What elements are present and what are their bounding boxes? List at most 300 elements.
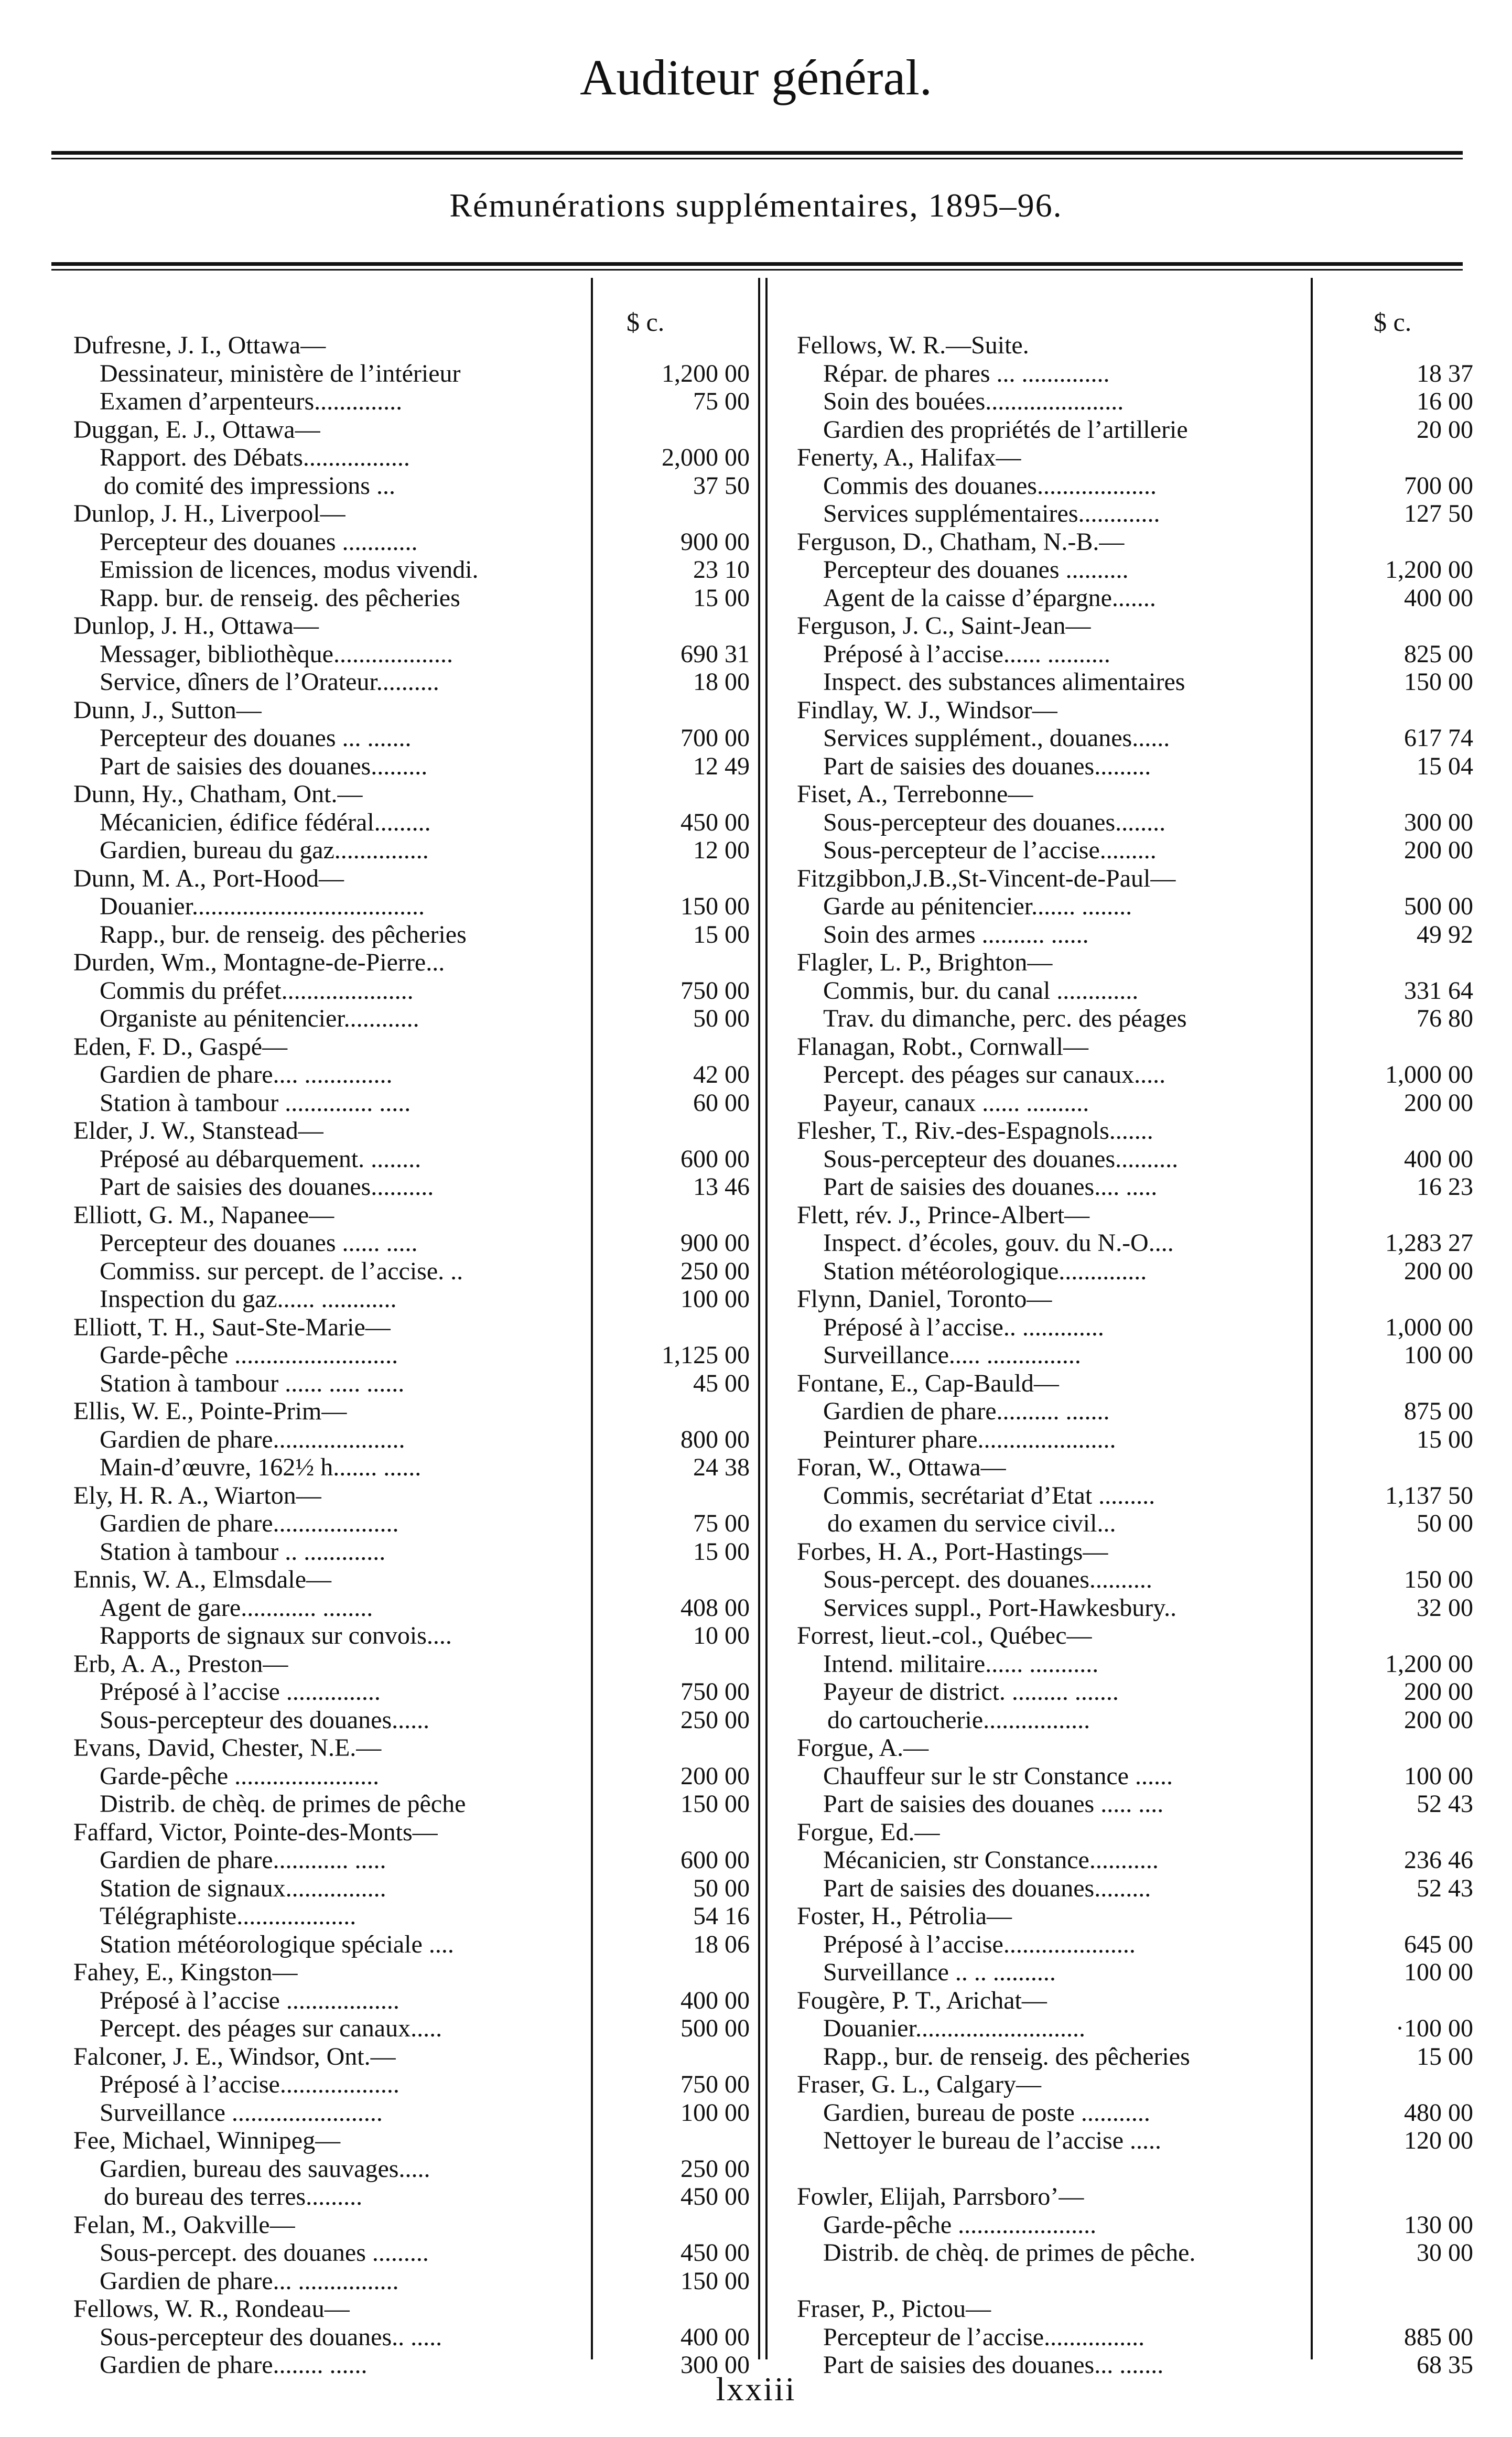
page-title: Auditeur général. bbox=[580, 49, 932, 105]
amount-cell bbox=[1321, 1538, 1473, 1566]
amount-cell bbox=[608, 1033, 750, 1061]
amount-cell: 1,200 00 bbox=[1385, 1649, 1473, 1678]
entry-line: Part de saisies des douanes......... bbox=[823, 1874, 1151, 1902]
entry-line: Préposé au débarquement. ........ bbox=[100, 1145, 422, 1173]
amount-cell bbox=[1321, 1117, 1473, 1145]
amount-cell: 200 00 bbox=[1404, 1678, 1473, 1706]
payee-heading: Fiset, A., Terrebonne— bbox=[797, 780, 1033, 808]
amount-cell: 200 00 bbox=[1404, 1088, 1473, 1117]
entry-line: Garde au pénitencier....... ........ bbox=[823, 892, 1132, 920]
amount-cell: 15 04 bbox=[1417, 752, 1473, 780]
payee-heading: Flynn, Daniel, Toronto— bbox=[797, 1285, 1052, 1313]
top-rule-thick bbox=[51, 151, 1463, 155]
entry-line: do examen du service civil... bbox=[827, 1509, 1116, 1537]
amount-cell: 331 64 bbox=[1404, 976, 1473, 1005]
amount-cell bbox=[1321, 444, 1473, 472]
amount-cell: 20 00 bbox=[1417, 415, 1473, 444]
entry-line: Surveillance .. .. .......... bbox=[823, 1958, 1056, 1986]
amount-cell: 23 10 bbox=[693, 556, 750, 584]
payee-heading: Flesher, T., Riv.-des-Espagnols....... bbox=[797, 1117, 1153, 1145]
payee-heading: Ely, H. R. A., Wiarton— bbox=[73, 1481, 321, 1509]
amount-cell: 100 00 bbox=[1404, 1958, 1473, 1986]
payee-heading: Forgue, A.— bbox=[797, 1734, 929, 1762]
payee-heading: Foster, H., Pétrolia— bbox=[797, 1902, 1012, 1930]
amount-cell bbox=[608, 500, 750, 528]
entry-line: Mécanicien, str Constance........... bbox=[823, 1846, 1159, 1874]
entry-line: Sous-percepteur de l’accise......... bbox=[823, 836, 1157, 864]
column-divider-right-amount bbox=[1311, 278, 1313, 2359]
left-amounts bbox=[608, 331, 750, 2379]
amount-cell: 37 50 bbox=[693, 471, 750, 500]
entry-line: Payeur de district. ......... ....... bbox=[823, 1678, 1119, 1706]
entry-line: Commis, bur. du canal ............. bbox=[823, 976, 1139, 1005]
amount-cell: 300 00 bbox=[681, 2351, 750, 2379]
entry-line: Préposé à l’accise.. ............. bbox=[823, 1313, 1104, 1341]
amount-cell: 200 00 bbox=[1404, 1257, 1473, 1285]
entry-line: Station météorologique spéciale .... bbox=[100, 1930, 454, 1958]
amount-cell bbox=[1321, 612, 1473, 640]
entry-line: Gardien de phare............ ..... bbox=[100, 1846, 386, 1874]
amount-cell: 32 00 bbox=[1417, 1593, 1473, 1622]
amount-cell bbox=[1321, 2267, 1473, 2295]
amount-cell: 750 00 bbox=[681, 2071, 750, 2098]
entry-line: Surveillance ........................ bbox=[100, 2098, 383, 2127]
entry-line: Surveillance..... ............... bbox=[823, 1341, 1081, 1369]
amount-cell: 24 38 bbox=[693, 1453, 750, 1481]
entry-line: Préposé à l’accise..................... bbox=[823, 1930, 1136, 1958]
payee-heading: Dunlop, J. H., Ottawa— bbox=[73, 612, 319, 640]
amount-cell bbox=[608, 2295, 750, 2323]
amount-cell bbox=[608, 780, 750, 808]
entry-line: Agent de gare............ ........ bbox=[100, 1593, 373, 1622]
payee-heading: Ennis, W. A., Elmsdale— bbox=[73, 1566, 331, 1593]
amount-cell bbox=[1321, 2295, 1473, 2323]
amount-cell: 52 43 bbox=[1417, 1874, 1473, 1902]
payee-heading: Fontane, E., Cap-Bauld— bbox=[797, 1369, 1059, 1397]
payee-heading: Dunn, M. A., Port-Hood— bbox=[73, 864, 344, 892]
column-divider-center-2 bbox=[765, 278, 768, 2359]
entry-line: Commis du préfet..................... bbox=[100, 976, 414, 1005]
amount-cell bbox=[608, 1397, 750, 1426]
entry-line: Peinturer phare...................... bbox=[823, 1425, 1116, 1453]
amount-cell: 10 00 bbox=[693, 1622, 750, 1649]
amount-cell: 800 00 bbox=[681, 1425, 750, 1453]
entry-line: Préposé à l’accise...... .......... bbox=[823, 640, 1110, 668]
entry-line: Commis des douanes................... bbox=[823, 471, 1157, 500]
entry-line: Télégraphiste................... bbox=[100, 1902, 357, 1930]
amount-cell bbox=[608, 2043, 750, 2071]
entry-line: Percepteur des douanes .......... bbox=[823, 556, 1129, 584]
amount-cell: 825 00 bbox=[1404, 640, 1473, 668]
amount-cell: 54 16 bbox=[693, 1902, 750, 1930]
payee-heading: Ferguson, D., Chatham, N.-B.— bbox=[797, 527, 1125, 556]
amount-cell: 75 00 bbox=[693, 387, 750, 415]
amount-cell: 68 35 bbox=[1417, 2351, 1473, 2379]
amount-cell bbox=[1321, 948, 1473, 977]
amount-cell bbox=[1321, 1201, 1473, 1230]
entry-line: Gardien de phare.... .............. bbox=[100, 1061, 393, 1088]
payee-heading: Dufresne, J. I., Ottawa— bbox=[73, 331, 326, 359]
entry-line: Préposé à l’accise ............... bbox=[100, 1678, 381, 1706]
amount-cell bbox=[1321, 1987, 1473, 2015]
amount-cell: 690 31 bbox=[681, 640, 750, 668]
amount-cell bbox=[1321, 696, 1473, 725]
sub-rule-thin bbox=[51, 269, 1463, 271]
payee-heading: Fellows, W. R., Rondeau— bbox=[73, 2295, 350, 2323]
amount-cell: 700 00 bbox=[681, 724, 750, 752]
amount-cell: 700 00 bbox=[1404, 471, 1473, 500]
top-rule-thin bbox=[51, 158, 1463, 159]
payee-heading: Flett, rév. J., Prince-Albert— bbox=[797, 1201, 1090, 1229]
payee-heading: Fougère, P. T., Arichat— bbox=[797, 1986, 1047, 2014]
entry-line: Percepteur des douanes ...... ..... bbox=[100, 1229, 418, 1257]
entry-line: Mécanicien, édifice fédéral......... bbox=[100, 808, 431, 836]
currency-header-left: $ c. bbox=[627, 307, 665, 337]
amount-cell: 12 00 bbox=[693, 836, 750, 864]
amount-cell bbox=[1321, 1818, 1473, 1847]
amount-cell: 100 00 bbox=[1404, 1762, 1473, 1790]
payee-heading: Dunn, J., Sutton— bbox=[73, 696, 262, 724]
entry-line: Douanier........................... bbox=[823, 2014, 1085, 2042]
amount-cell: 885 00 bbox=[1404, 2323, 1473, 2351]
entry-line: Gardien, bureau de poste ........... bbox=[823, 2098, 1150, 2127]
amount-cell: 30 00 bbox=[1417, 2239, 1473, 2267]
entry-line: Gardien, bureau du gaz............... bbox=[100, 836, 429, 864]
amount-cell bbox=[1321, 1902, 1473, 1931]
amount-cell bbox=[608, 948, 750, 977]
amount-cell: 45 00 bbox=[693, 1369, 750, 1397]
entry-line: Sous-percept. des douanes ......... bbox=[100, 2239, 429, 2267]
payee-heading: Eden, F. D., Gaspé— bbox=[73, 1032, 288, 1061]
amount-cell: 18 06 bbox=[693, 1930, 750, 1958]
entry-line: Main-d’œuvre, 162½ h....... ...... bbox=[100, 1453, 422, 1481]
payee-heading: Dunlop, J. H., Liverpool— bbox=[73, 500, 345, 527]
amount-cell: ·100 00 bbox=[1396, 2014, 1473, 2042]
payee-heading: Fraser, P., Pictou— bbox=[797, 2295, 991, 2323]
amount-cell bbox=[608, 1313, 750, 1342]
amount-cell bbox=[1321, 1370, 1473, 1398]
amount-cell: 900 00 bbox=[681, 1229, 750, 1257]
amount-cell bbox=[608, 1117, 750, 1145]
amount-cell: 42 00 bbox=[693, 1061, 750, 1088]
entry-line: Part de saisies des douanes.......... bbox=[100, 1173, 434, 1201]
entry-line: Gardien de phare..................... bbox=[100, 1425, 405, 1453]
entry-line: Part de saisies des douanes......... bbox=[100, 752, 428, 780]
amount-cell: 250 00 bbox=[681, 1257, 750, 1285]
entry-line: do cartoucherie................. bbox=[827, 1706, 1090, 1734]
amount-cell: 500 00 bbox=[1404, 892, 1473, 920]
payee-heading: Flanagan, Robt., Cornwall— bbox=[797, 1032, 1088, 1061]
amount-cell: 15 00 bbox=[693, 584, 750, 612]
entry-line: Dessinateur, ministère de l’intérieur bbox=[100, 359, 461, 387]
page-number: lxxiii bbox=[716, 2370, 796, 2408]
blank-line bbox=[797, 2155, 1308, 2183]
section-subtitle: Rémunérations supplémentaires, 1895–96. bbox=[449, 187, 1063, 224]
payee-heading: Fraser, G. L., Calgary— bbox=[797, 2071, 1041, 2098]
amount-cell: 150 00 bbox=[1404, 1566, 1473, 1593]
amount-cell bbox=[1321, 1734, 1473, 1762]
amount-cell: 200 00 bbox=[1404, 836, 1473, 864]
entry-line: Station de signaux................ bbox=[100, 1874, 386, 1902]
payee-heading: Elder, J. W., Stanstead— bbox=[73, 1117, 323, 1145]
payee-heading: Erb, A. A., Preston— bbox=[73, 1649, 288, 1678]
amount-cell: 1,283 27 bbox=[1385, 1229, 1473, 1257]
entry-line: Préposé à l’accise................... bbox=[100, 2071, 399, 2098]
amount-cell bbox=[608, 1958, 750, 1987]
entry-line: Percept. des péages sur canaux..... bbox=[100, 2014, 442, 2042]
entry-line: Station à tambour .. ............. bbox=[100, 1537, 386, 1566]
entry-line: Percept. des péages sur canaux..... bbox=[823, 1061, 1166, 1088]
amount-cell: 236 46 bbox=[1404, 1846, 1473, 1874]
amount-cell: 150 00 bbox=[1404, 668, 1473, 696]
amount-cell: 408 00 bbox=[681, 1593, 750, 1622]
amount-cell: 750 00 bbox=[681, 1678, 750, 1706]
payee-heading: Felan, M., Oakville— bbox=[73, 2210, 295, 2239]
amount-cell: 49 92 bbox=[1417, 920, 1473, 948]
entry-line: Inspection du gaz...... ............ bbox=[100, 1285, 397, 1313]
entry-line: Sous-percepteur des douanes.. ..... bbox=[100, 2323, 442, 2351]
entry-line: do comité des impressions ... bbox=[104, 471, 395, 500]
entry-line: Rapp., bur. de renseig. des pêcheries bbox=[100, 920, 467, 948]
amount-cell: 200 00 bbox=[681, 1762, 750, 1790]
payee-heading: Fellows, W. R.—Suite. bbox=[797, 331, 1029, 359]
amount-cell bbox=[608, 1201, 750, 1230]
left-entries bbox=[73, 331, 587, 2379]
amount-cell bbox=[1321, 2071, 1473, 2099]
amount-cell: 400 00 bbox=[1404, 1145, 1473, 1173]
amount-cell: 18 37 bbox=[1417, 359, 1473, 387]
entry-line: Station à tambour ...... ..... ...... bbox=[100, 1369, 405, 1397]
entry-line: Garde-pêche .......................... bbox=[100, 1341, 398, 1369]
entry-line: Nettoyer le bureau de l’accise ..... bbox=[823, 2127, 1162, 2154]
entry-line: Percepteur de l’accise................ bbox=[823, 2323, 1145, 2351]
entry-line: Commis, secrétariat d’Etat ......... bbox=[823, 1481, 1155, 1509]
amount-cell: 1,200 00 bbox=[662, 359, 750, 387]
amount-cell bbox=[1321, 528, 1473, 556]
amount-cell: 15 00 bbox=[693, 920, 750, 948]
entry-line: Distrib. de chèq. de primes de pêche. bbox=[823, 2239, 1196, 2267]
entry-line: Sous-percept. des douanes.......... bbox=[823, 1566, 1152, 1593]
entry-line: Inspect. d’écoles, gouv. du N.-O.... bbox=[823, 1229, 1174, 1257]
entry-line: Sous-percepteur des douanes...... bbox=[100, 1706, 430, 1734]
amount-cell: 480 00 bbox=[1404, 2098, 1473, 2127]
amount-cell: 450 00 bbox=[681, 2183, 750, 2210]
entry-line: Services supplémentaires............. bbox=[823, 500, 1160, 527]
column-divider-center-1 bbox=[758, 278, 760, 2359]
payee-heading: Fowler, Elijah, Parrsboro’— bbox=[797, 2183, 1084, 2210]
amount-cell: 150 00 bbox=[681, 892, 750, 920]
amount-cell: 52 43 bbox=[1417, 1790, 1473, 1818]
entry-line: Distrib. de chèq. de primes de pêche bbox=[100, 1790, 466, 1818]
payee-heading: Forrest, lieut.-col., Québec— bbox=[797, 1622, 1092, 1649]
amount-cell: 18 00 bbox=[693, 668, 750, 696]
payee-heading: Findlay, W. J., Windsor— bbox=[797, 696, 1057, 724]
amount-cell bbox=[1321, 780, 1473, 808]
amount-cell bbox=[1321, 2183, 1473, 2211]
amount-cell: 600 00 bbox=[681, 1846, 750, 1874]
entry-line: Préposé à l’accise .................. bbox=[100, 1986, 399, 2014]
amount-cell: 400 00 bbox=[681, 1986, 750, 2014]
entry-line: Gardien de phare.................... bbox=[100, 1509, 399, 1537]
amount-cell bbox=[1321, 1622, 1473, 1650]
amount-cell: 250 00 bbox=[681, 1706, 750, 1734]
entry-line: Service, dîners de l’Orateur.......... bbox=[100, 668, 439, 696]
amount-cell: 2,000 00 bbox=[662, 444, 750, 471]
payee-heading: Foran, W., Ottawa— bbox=[797, 1453, 1006, 1481]
right-entries bbox=[797, 331, 1308, 2379]
amount-cell: 617 74 bbox=[1404, 724, 1473, 752]
amount-cell: 875 00 bbox=[1404, 1397, 1473, 1425]
amount-cell bbox=[608, 865, 750, 893]
amount-cell bbox=[608, 2127, 750, 2155]
amount-cell: 50 00 bbox=[693, 1874, 750, 1902]
entry-line: Chauffeur sur le str Constance ...... bbox=[823, 1762, 1173, 1790]
amount-cell: 600 00 bbox=[681, 1145, 750, 1173]
amount-cell: 127 50 bbox=[1404, 500, 1473, 527]
entry-line: Rapport. des Débats................. bbox=[100, 444, 410, 471]
amount-cell bbox=[608, 696, 750, 725]
entry-line: Intend. militaire...... ........... bbox=[823, 1649, 1099, 1678]
amount-cell: 15 00 bbox=[1417, 2042, 1473, 2071]
entry-line: Gardien de phare... ................ bbox=[100, 2267, 399, 2295]
entry-line: Rapp., bur. de renseig. des pêcheries bbox=[823, 2042, 1190, 2071]
amount-cell: 750 00 bbox=[681, 976, 750, 1005]
payee-heading: Flagler, L. P., Brighton— bbox=[797, 948, 1053, 976]
amount-cell: 16 00 bbox=[1417, 387, 1473, 415]
payee-heading: Dunn, Hy., Chatham, Ont.— bbox=[73, 780, 363, 808]
amount-cell bbox=[608, 1482, 750, 1510]
amount-cell: 100 00 bbox=[681, 1285, 750, 1313]
amount-cell: 450 00 bbox=[681, 2239, 750, 2267]
amount-cell: 12 49 bbox=[693, 752, 750, 780]
payee-heading: Ellis, W. E., Pointe-Prim— bbox=[73, 1397, 347, 1425]
amount-cell: 1,000 00 bbox=[1385, 1061, 1473, 1088]
amount-cell: 1,200 00 bbox=[1385, 556, 1473, 584]
entry-line: Station météorologique.............. bbox=[823, 1257, 1147, 1285]
entry-line: Payeur, canaux ...... .......... bbox=[823, 1088, 1089, 1117]
amount-cell: 150 00 bbox=[681, 1790, 750, 1818]
amount-cell: 15 00 bbox=[1417, 1425, 1473, 1453]
entry-line: Part de saisies des douanes ..... .... bbox=[823, 1790, 1164, 1818]
amount-cell bbox=[608, 612, 750, 640]
entry-line: Inspect. des substances alimentaires bbox=[823, 668, 1185, 696]
amount-cell bbox=[1321, 1285, 1473, 1313]
payee-heading: Forbes, H. A., Port-Hastings— bbox=[797, 1537, 1108, 1566]
payee-heading: Forgue, Ed.— bbox=[797, 1818, 940, 1846]
amount-cell bbox=[1321, 1453, 1473, 1482]
amount-cell: 450 00 bbox=[681, 808, 750, 836]
payee-heading: Elliott, G. M., Napanee— bbox=[73, 1201, 334, 1229]
amount-cell: 50 00 bbox=[693, 1005, 750, 1032]
entry-line: Rapp. bur. de renseig. des pêcheries bbox=[100, 584, 460, 612]
payee-heading: Fenerty, A., Halifax— bbox=[797, 444, 1021, 471]
amount-cell: 130 00 bbox=[1404, 2210, 1473, 2239]
column-divider-left-amount bbox=[591, 278, 593, 2359]
amount-cell: 1,000 00 bbox=[1385, 1313, 1473, 1341]
amount-cell bbox=[608, 1818, 750, 1847]
amount-cell: 300 00 bbox=[1404, 808, 1473, 836]
entry-line: Sous-percepteur des douanes........ bbox=[823, 808, 1166, 836]
entry-line: Trav. du dimanche, perc. des péages bbox=[823, 1005, 1187, 1032]
entry-line: Gardien des propriétés de l’artillerie bbox=[823, 415, 1188, 444]
amount-cell: 250 00 bbox=[681, 2154, 750, 2183]
amount-cell: 150 00 bbox=[681, 2267, 750, 2295]
amount-cell: 1,125 00 bbox=[662, 1341, 750, 1369]
entry-line: Emission de licences, modus vivendi. bbox=[100, 556, 479, 584]
payee-heading: Fahey, E., Kingston— bbox=[73, 1958, 298, 1986]
payee-heading: Evans, David, Chester, N.E.— bbox=[73, 1734, 382, 1762]
amount-cell: 400 00 bbox=[681, 2323, 750, 2351]
sub-rule-thick bbox=[51, 262, 1463, 266]
payee-heading: Falconer, J. E., Windsor, Ont.— bbox=[73, 2042, 396, 2071]
blank-line bbox=[797, 2267, 1308, 2295]
payee-heading: Fitzgibbon,J.B.,St-Vincent-de-Paul— bbox=[797, 864, 1176, 892]
payee-heading: Elliott, T. H., Saut-Ste-Marie— bbox=[73, 1313, 391, 1341]
amount-cell: 645 00 bbox=[1404, 1930, 1473, 1958]
amount-cell: 50 00 bbox=[1417, 1509, 1473, 1537]
amount-cell: 75 00 bbox=[693, 1509, 750, 1537]
entry-line: Examen d’arpenteurs.............. bbox=[100, 387, 403, 415]
entry-line: Services supplément., douanes...... bbox=[823, 724, 1170, 752]
entry-line: Part de saisies des douanes... ....... bbox=[823, 2351, 1164, 2379]
amount-cell: 900 00 bbox=[681, 527, 750, 556]
amount-cell bbox=[608, 331, 750, 360]
entry-line: Messager, bibliothèque................... bbox=[100, 640, 453, 668]
currency-header-right: $ c. bbox=[1374, 307, 1412, 337]
entry-line: Organiste au pénitencier............ bbox=[100, 1005, 419, 1032]
amount-cell bbox=[608, 1650, 750, 1678]
amount-cell: 15 00 bbox=[693, 1537, 750, 1566]
entry-line: Gardien de phare.......... ....... bbox=[823, 1397, 1110, 1425]
amount-cell: 120 00 bbox=[1404, 2127, 1473, 2154]
amount-cell bbox=[608, 1566, 750, 1594]
amount-cell bbox=[608, 2211, 750, 2239]
entry-line: Répar. de phares ... .............. bbox=[823, 359, 1110, 387]
entry-line: Part de saisies des douanes......... bbox=[823, 752, 1151, 780]
entry-line: Soin des bouées...................... bbox=[823, 387, 1124, 415]
entry-line: Percepteur des douanes ... ....... bbox=[100, 724, 412, 752]
amount-cell bbox=[1321, 865, 1473, 893]
amount-cell: 100 00 bbox=[681, 2098, 750, 2127]
amount-cell: 1,137 50 bbox=[1385, 1481, 1473, 1509]
amount-cell bbox=[608, 1734, 750, 1762]
amount-cell: 16 23 bbox=[1417, 1173, 1473, 1201]
entry-line: Gardien de phare........ ...... bbox=[100, 2351, 368, 2379]
entry-line: Rapports de signaux sur convois.... bbox=[100, 1622, 452, 1649]
entry-line: Commiss. sur percept. de l’accise. .. bbox=[100, 1257, 463, 1285]
entry-line: Sous-percepteur des douanes.......... bbox=[823, 1145, 1179, 1173]
amount-cell: 13 46 bbox=[693, 1173, 750, 1201]
entry-line: Agent de la caisse d’épargne....... bbox=[823, 584, 1156, 612]
entry-line: Part de saisies des douanes.... ..... bbox=[823, 1173, 1158, 1201]
entry-line: Gardien, bureau des sauvages..... bbox=[100, 2154, 430, 2183]
payee-heading: Fee, Michael, Winnipeg— bbox=[73, 2127, 341, 2154]
amount-cell bbox=[1321, 2155, 1473, 2183]
entry-line: do bureau des terres......... bbox=[104, 2183, 363, 2210]
amount-cell: 400 00 bbox=[1404, 584, 1473, 612]
entry-line: Garde-pêche ...................... bbox=[823, 2210, 1097, 2239]
amount-cell: 100 00 bbox=[1404, 1341, 1473, 1369]
amount-cell: 76 80 bbox=[1417, 1005, 1473, 1032]
amount-cell bbox=[608, 416, 750, 444]
payee-heading: Faffard, Victor, Pointe-des-Monts— bbox=[73, 1818, 438, 1846]
payee-heading: Duggan, E. J., Ottawa— bbox=[73, 415, 320, 444]
payee-heading: Durden, Wm., Montagne-de-Pierre... bbox=[73, 948, 445, 976]
entry-line: Percepteur des douanes ............ bbox=[100, 527, 418, 556]
right-amounts bbox=[1321, 331, 1473, 2379]
entry-line: Station à tambour .............. ..... bbox=[100, 1088, 411, 1117]
amount-cell: 60 00 bbox=[693, 1088, 750, 1117]
